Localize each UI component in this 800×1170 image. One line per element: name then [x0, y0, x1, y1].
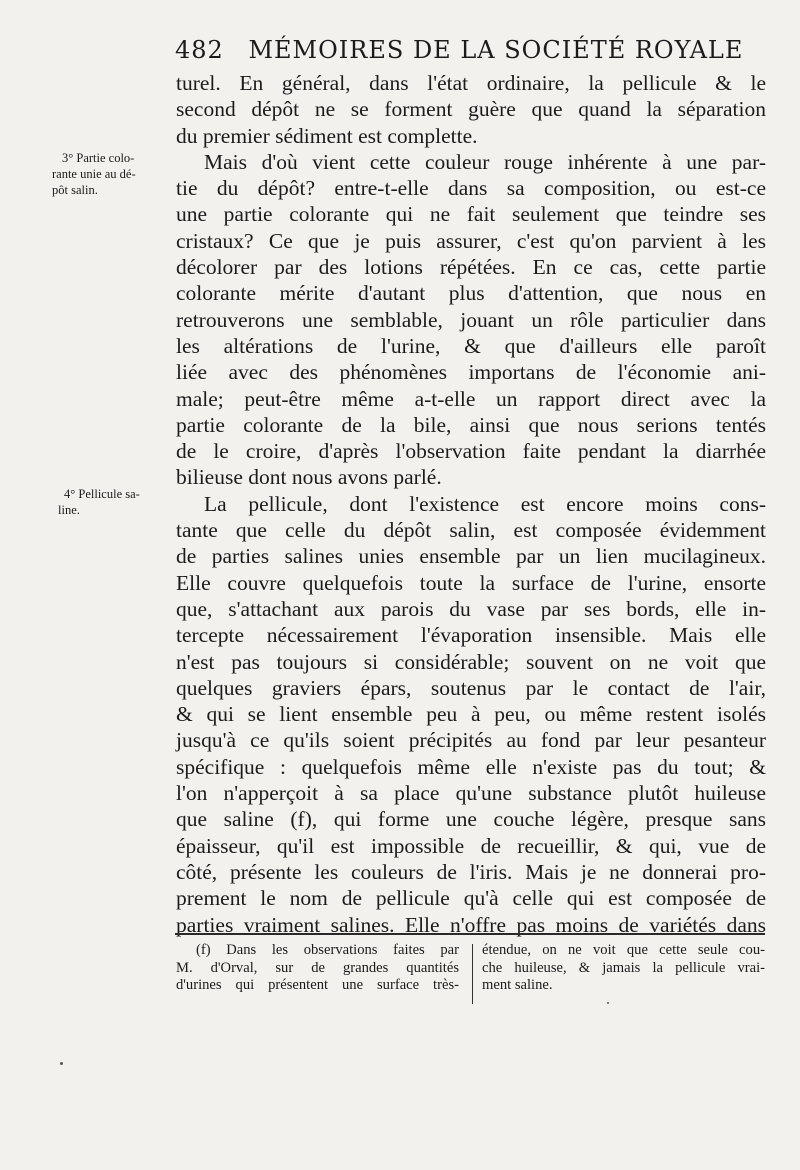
margin-note-line: rante unie au dé-	[52, 167, 136, 181]
margin-note-line: 4° Pellicule sa-	[64, 487, 140, 501]
footnote-line: che huileuse, & jamais la pellicule vrai-	[482, 959, 765, 976]
text-line: de le croire, d'après l'observation faite pendant la diarrhée	[176, 439, 766, 464]
text-line: n'est pas toujours si considérable; souvent on ne voit que	[176, 649, 766, 674]
text-line: bilieuse dont nous avons parlé.	[176, 465, 442, 490]
text-line: l'on n'apperçoit à sa place qu'une substance plutôt huileuse	[176, 781, 766, 806]
text-line: cristaux? Ce que je puis assurer, c'est qu'on parvient à les	[176, 228, 766, 253]
main-text	[176, 70, 766, 938]
text-line: colorante mérite d'autant plus d'attention, que nous en	[176, 281, 766, 306]
text-line: une partie colorante qui ne fait seulement que teindre ses	[176, 202, 766, 227]
paragraph-start-line: Mais d'où vient cette couleur rouge inhérente à une par-	[204, 149, 766, 174]
text-line: partie colorante de la bile, ainsi que nous serions tentés	[176, 412, 766, 437]
margin-note-saline-pellicle	[52, 486, 174, 518]
margin-note-line: line.	[58, 503, 80, 517]
text-line: liée avec des phénomènes importans de l'économie ani-	[176, 360, 766, 385]
footnote-column-divider	[472, 944, 473, 1004]
footnote-right-column	[482, 942, 765, 995]
text-line: de parties salines unies ensemble par un lien mucilagineux.	[176, 544, 766, 569]
paragraph-start-line: La pellicule, dont l'existence est encore moins cons-	[204, 491, 766, 516]
text-line: quelques graviers épars, soutenus par le contact de l'air,	[176, 675, 766, 700]
text-line: & qui se lient ensemble peu à peu, ou même restent isolés	[176, 702, 766, 727]
footnote-line: étendue, on ne voit que cette seule cou-	[482, 942, 765, 958]
margin-note-line: 3° Partie colo-	[62, 151, 135, 165]
page-number: 482	[175, 36, 224, 64]
text-line: turel. En général, dans l'état ordinaire, la pellicule & le	[176, 71, 766, 95]
text-line: que, s'attachant aux parois du vase par ses bords, elle in-	[176, 596, 766, 621]
footnote-line: ment saline.	[482, 977, 553, 993]
text-line: jusqu'à ce qu'ils soient précipités au fond par leur pesanteur	[176, 728, 766, 753]
footnote-left-column	[176, 942, 459, 995]
text-line: les altérations de l'urine, & que d'ailleurs elle paroît	[176, 333, 766, 358]
margin-note-line: pôt salin.	[52, 183, 98, 197]
footnote-rule	[175, 933, 765, 935]
paper-speck	[60, 1062, 63, 1065]
footnote-line: (f) Dans les observations faites par	[196, 942, 459, 958]
text-line: spécifique : quelquefois même elle n'existe pas du tout; &	[176, 754, 766, 779]
running-title: MÉMOIRES DE LA SOCIÉTÉ ROYALE	[248, 36, 744, 64]
text-line: épaisseur, qu'il est impossible de recueillir, & qui, vue de	[176, 833, 766, 858]
margin-note-coloring-part	[52, 150, 174, 198]
footnote-line: M. d'Orval, sur de grandes quantités	[176, 959, 459, 976]
text-line: parties vraiment salines. Elle n'offre pas moins de variétés dans	[176, 912, 766, 937]
text-line: second dépôt ne se forment guère que quand la séparation	[176, 97, 766, 122]
paper-speck	[607, 1002, 609, 1004]
text-line: que saline (f), qui forme une couche légère, presque sans	[176, 807, 766, 832]
text-line: du premier sédiment est complette.	[176, 123, 478, 148]
text-line: tercepte nécessairement l'évaporation insensible. Mais elle	[176, 623, 766, 648]
text-line: Elle couvre quelquefois toute la surface de l'urine, ensorte	[176, 570, 766, 595]
footnote-line: d'urines qui présentent une surface très-	[176, 977, 459, 993]
text-line: décolorer par des lotions répétées. En ce cas, cette partie	[176, 255, 766, 280]
text-line: tante que celle du dépôt salin, est composée évidemment	[176, 518, 766, 543]
text-line: prement le nom de pellicule qu'à celle qui est composée de	[176, 886, 766, 911]
text-line: retrouverons une semblable, jouant un rôle particulier dans	[176, 307, 766, 332]
text-line: male; peut-être même a-t-elle un rapport direct avec la	[176, 386, 766, 411]
text-line: tie du dépôt? entre-t-elle dans sa composition, ou est-ce	[176, 176, 766, 201]
text-line: côté, présente les couleurs de l'iris. Mais je ne donnerai pro-	[176, 859, 766, 884]
